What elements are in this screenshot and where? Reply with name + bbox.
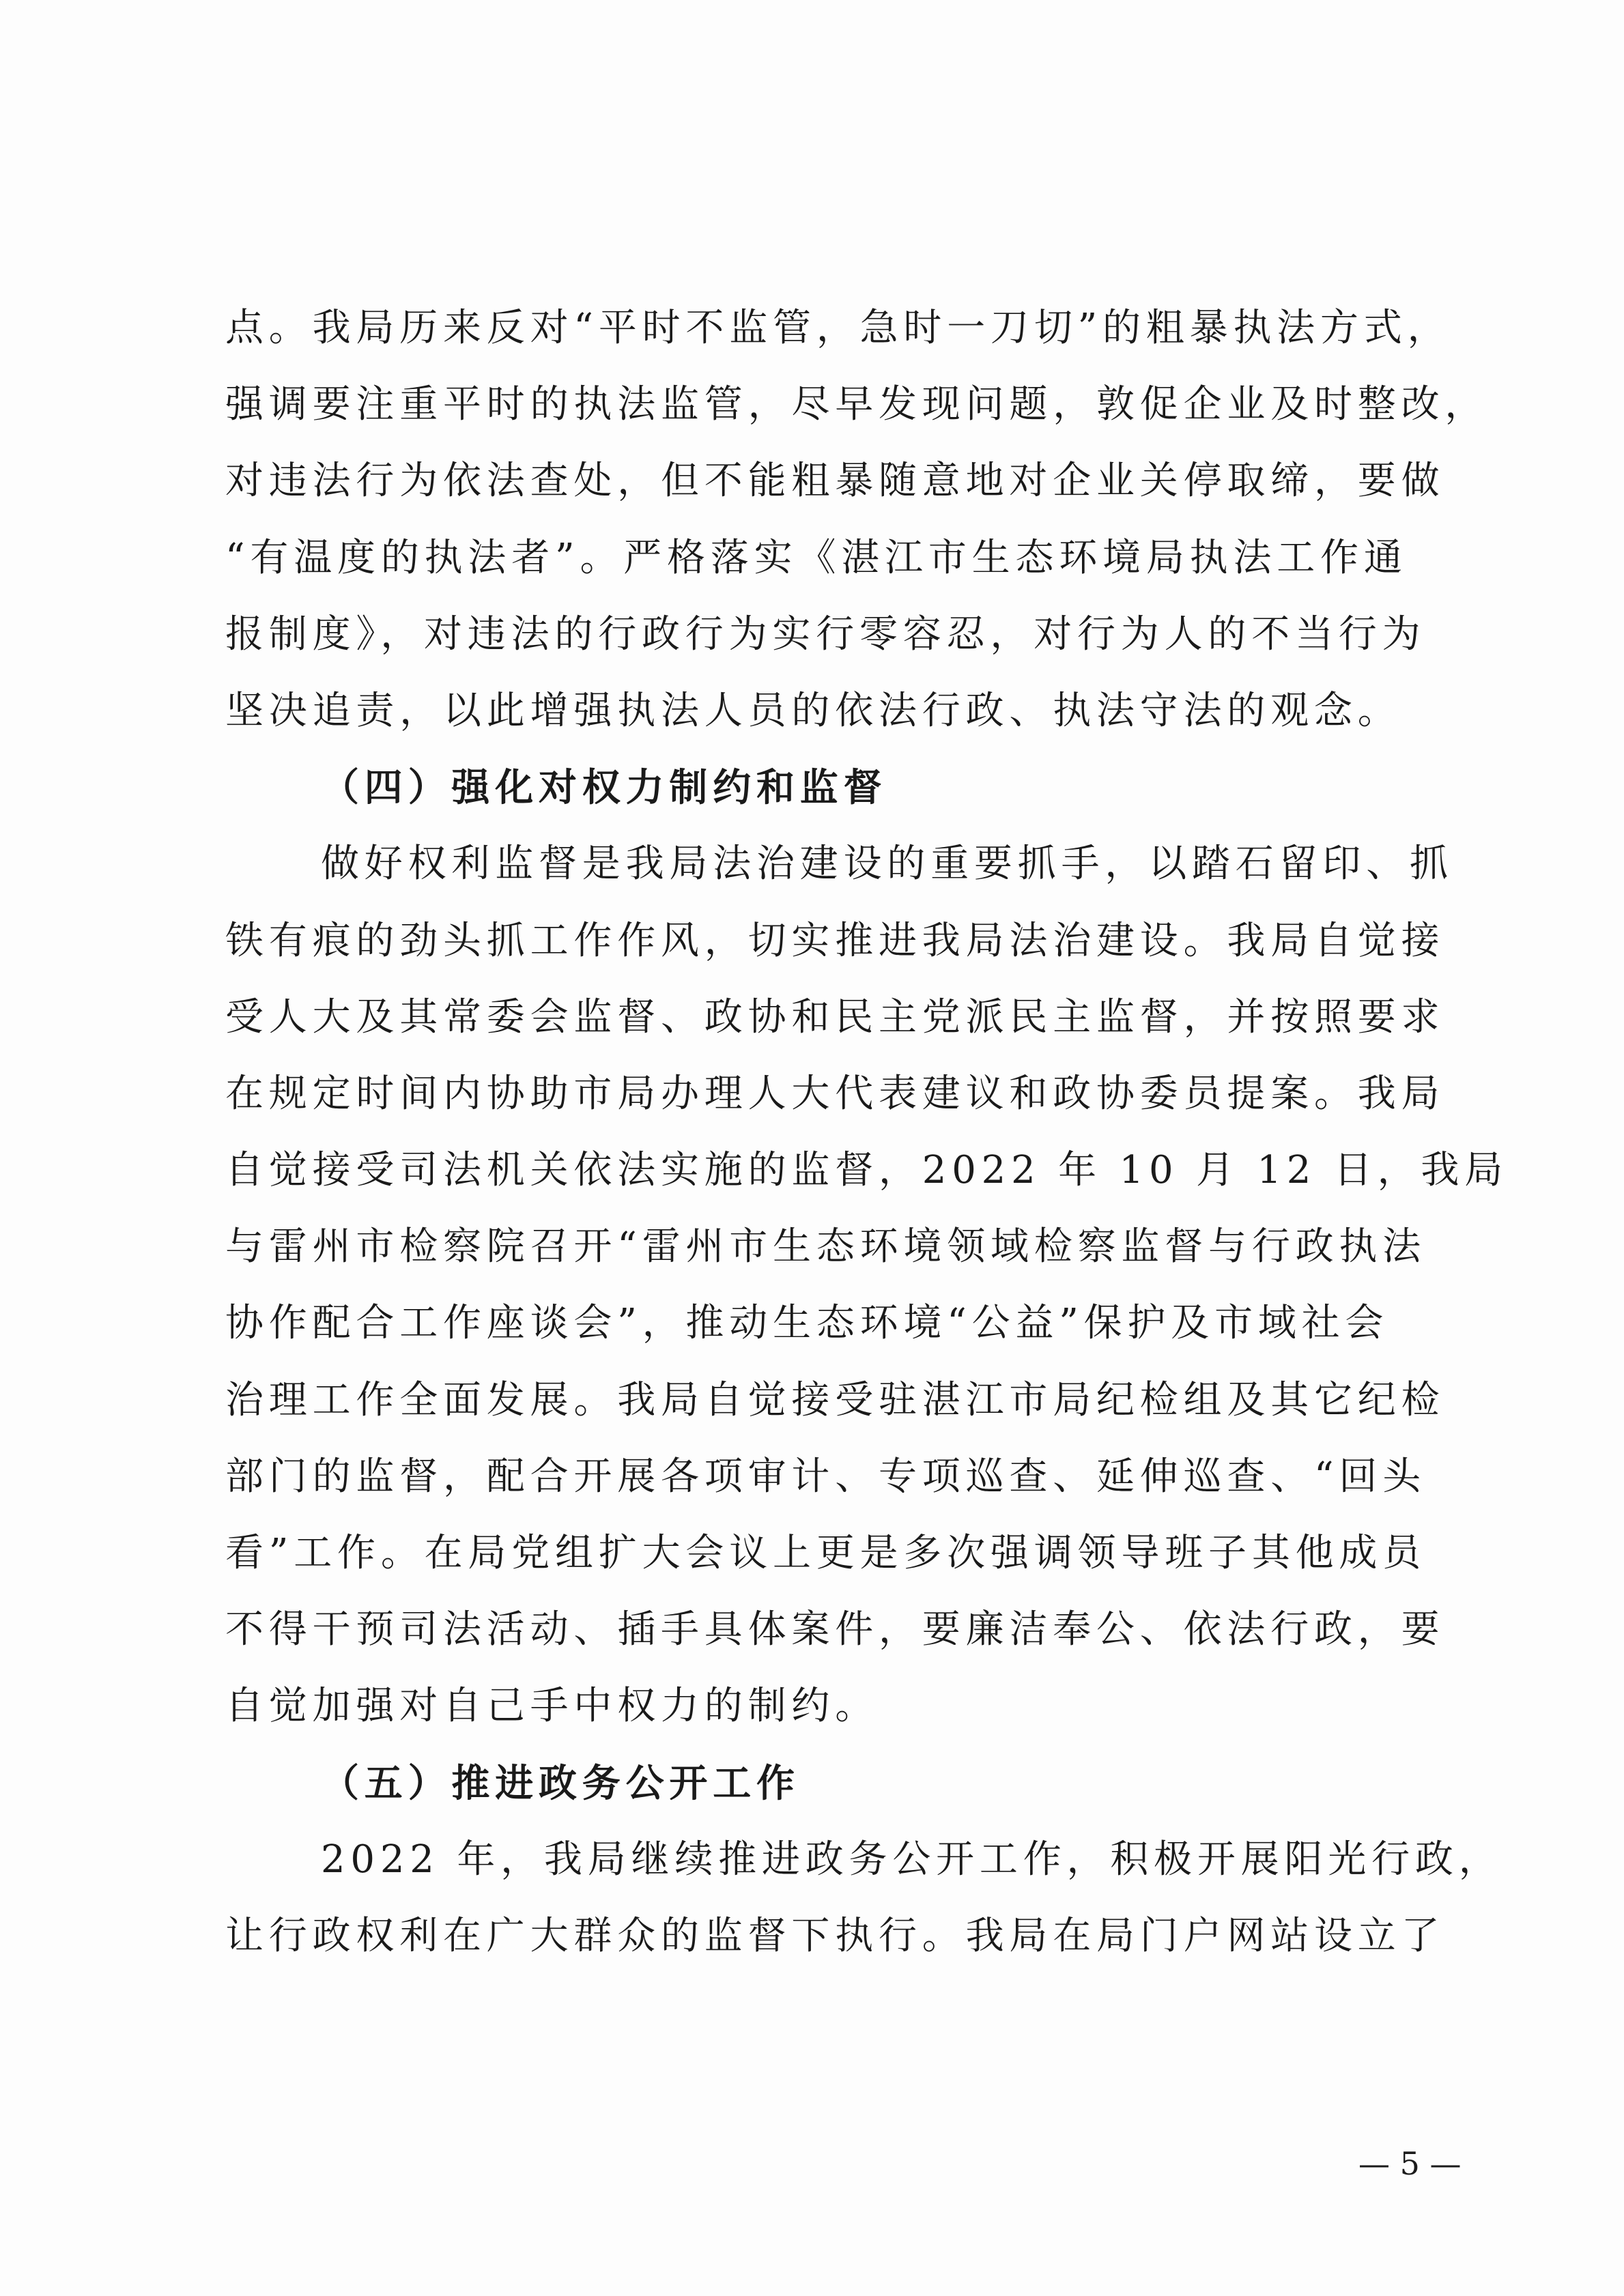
page-number: — 5 — — [1358, 2145, 1462, 2182]
text-line: 对违法行为依法查处，但不能粗暴随意地对企业关停取缔，要做 — [225, 459, 1445, 504]
text-line: 不得干预司法活动、插手具体案件，要廉洁奉公、依法行政，要 — [225, 1607, 1445, 1652]
text-line: 受人大及其常委会监督、政协和民主党派民主监督，并按照要求 — [225, 994, 1445, 1039]
text-line: 报制度》，对违法的行政行为实行零容忍，对行为人的不当行为 — [225, 612, 1426, 657]
text-line: 自觉接受司法机关依法实施的监督，2022 年 10 月 12 日，我局 — [225, 1148, 1509, 1193]
text-line: 让行政权利在广大群众的监督下执行。我局在局门户网站设立了 — [225, 1913, 1445, 1958]
text-line: 铁有痕的劲头抓工作作风，切实推进我局法治建设。我局自觉接 — [225, 918, 1445, 963]
text-line: 在规定时间内协助市局办理人大代表建议和政协委员提案。我局 — [225, 1071, 1445, 1116]
text-line: 与雷州市检察院召开“雷州市生态环境领域检察监督与行政执法 — [225, 1224, 1427, 1269]
section-heading-4: （四）强化对权力制约和监督 — [321, 765, 887, 811]
text-line: 部门的监督，配合开展各项审计、专项巡查、延伸巡查、“回头 — [225, 1454, 1427, 1499]
text-line: 坚决追责，以此增强执法人员的依法行政、执法守法的观念。 — [225, 688, 1401, 733]
text-line: 点。我局历来反对“平时不监管，急时一刀切”的粗暴执法方式， — [225, 306, 1451, 350]
section-heading-5: （五）推进政务公开工作 — [321, 1760, 800, 1806]
text-line: 协作配合工作座谈会”，推动生态环境“公益”保护及市域社会 — [225, 1301, 1389, 1346]
text-line: 治理工作全面发展。我局自觉接受驻湛江市局纪检组及其它纪检 — [225, 1377, 1445, 1422]
paragraph-first-line: 2022 年，我局继续推进政务公开工作，积极开展阳光行政， — [321, 1837, 1502, 1882]
text-line: 自觉加强对自己手中权力的制约。 — [225, 1684, 879, 1729]
text-line: 看”工作。在局党组扩大会议上更是多次强调领导班子其他成员 — [225, 1531, 1427, 1575]
text-line: 强调要注重平时的执法监管，尽早发现问题，敦促企业及时整改， — [225, 382, 1489, 427]
body-text — [225, 290, 1509, 1975]
text-line: “有温度的执法者”。严格落实《湛江市生态环境局执法工作通 — [225, 535, 1408, 580]
paragraph-first-line: 做好权利监督是我局法治建设的重要抓手，以踏石留印、抓 — [321, 842, 1453, 887]
